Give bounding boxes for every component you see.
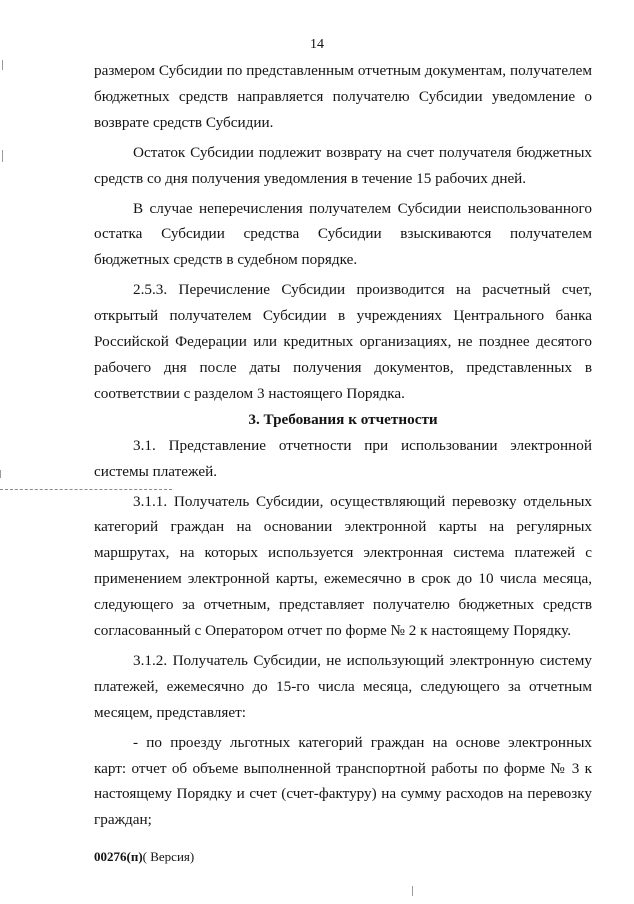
scan-edge-mark (0, 470, 1, 478)
paragraph-subsidy-remainder: Остаток Субсидии подлежит возврату на счет получателя бюджетных средств со дня получения уведомления в течение 15 рабочих дней. (94, 143, 592, 187)
scan-edge-mark (2, 60, 3, 70)
paragraph-3-1-2: 3.1.2. Получатель Субсидии, не использующий электронную систему платежей, ежемесячно до 15-го числа месяца, следующего за отчетным месяцем, представляет: (94, 651, 592, 721)
paragraph-2-5-3: 2.5.3. Перечисление Субсидии производится на расчетный счет, открытый получателем Субсидии в учреждениях Центрального банка Российской Федерации или кредитных организациях, не позднее десятого рабочего дня после даты получения документов, представленных в соответствии с разделом 3 настоящего Порядка. (94, 281, 592, 402)
paragraph-electronic-cards: - по проезду льготных категорий граждан на основе электронных карт: отчет об объеме выполненной транспортной работы по форме № 3 к настоящему Порядку и счет (счет-фактуру) на сумму расходов на перевозку граждан; (94, 733, 592, 829)
paragraph-non-transfer: В случае неперечисления получателем Субсидии неиспользованного остатка Субсидии средства Субсидии взыскиваются получателем бюджетных средств в судебном порядке. (94, 199, 592, 269)
paragraph-continuation: размером Субсидии по представленным отчетным документам, получателем бюджетных средств направляется получателю Субсидии уведомление о возврате средств Субсидии. (94, 62, 592, 131)
paragraph-3-1-1: 3.1.1. Получатель Субсидии, осуществляющий перевозку отдельных категорий граждан на основании электронной карты на регулярных маршрутах, на которых используется электронная система платежей с применением электронной карты, ежемесячно в срок до 10 числа месяца, следующего за отчетным, представляет получателю бюджетных средств согласованный с Оператором отчет по форме № 2 к настоящему Порядку. (94, 492, 592, 640)
scan-edge-mark (2, 150, 3, 162)
document-code: 00276(п) (94, 849, 143, 864)
scan-edge-mark (412, 886, 413, 896)
document-version: ( Версия) (142, 849, 195, 864)
section-heading-reporting: 3. Требования к отчетности (248, 410, 438, 428)
page-number: 14 (310, 37, 324, 52)
scan-dash-line (0, 489, 172, 490)
document-body (94, 58, 592, 833)
paragraph-3-1: 3.1. Представление отчетности при использовании электронной системы платежей. (94, 436, 592, 480)
document-footer (94, 849, 194, 865)
